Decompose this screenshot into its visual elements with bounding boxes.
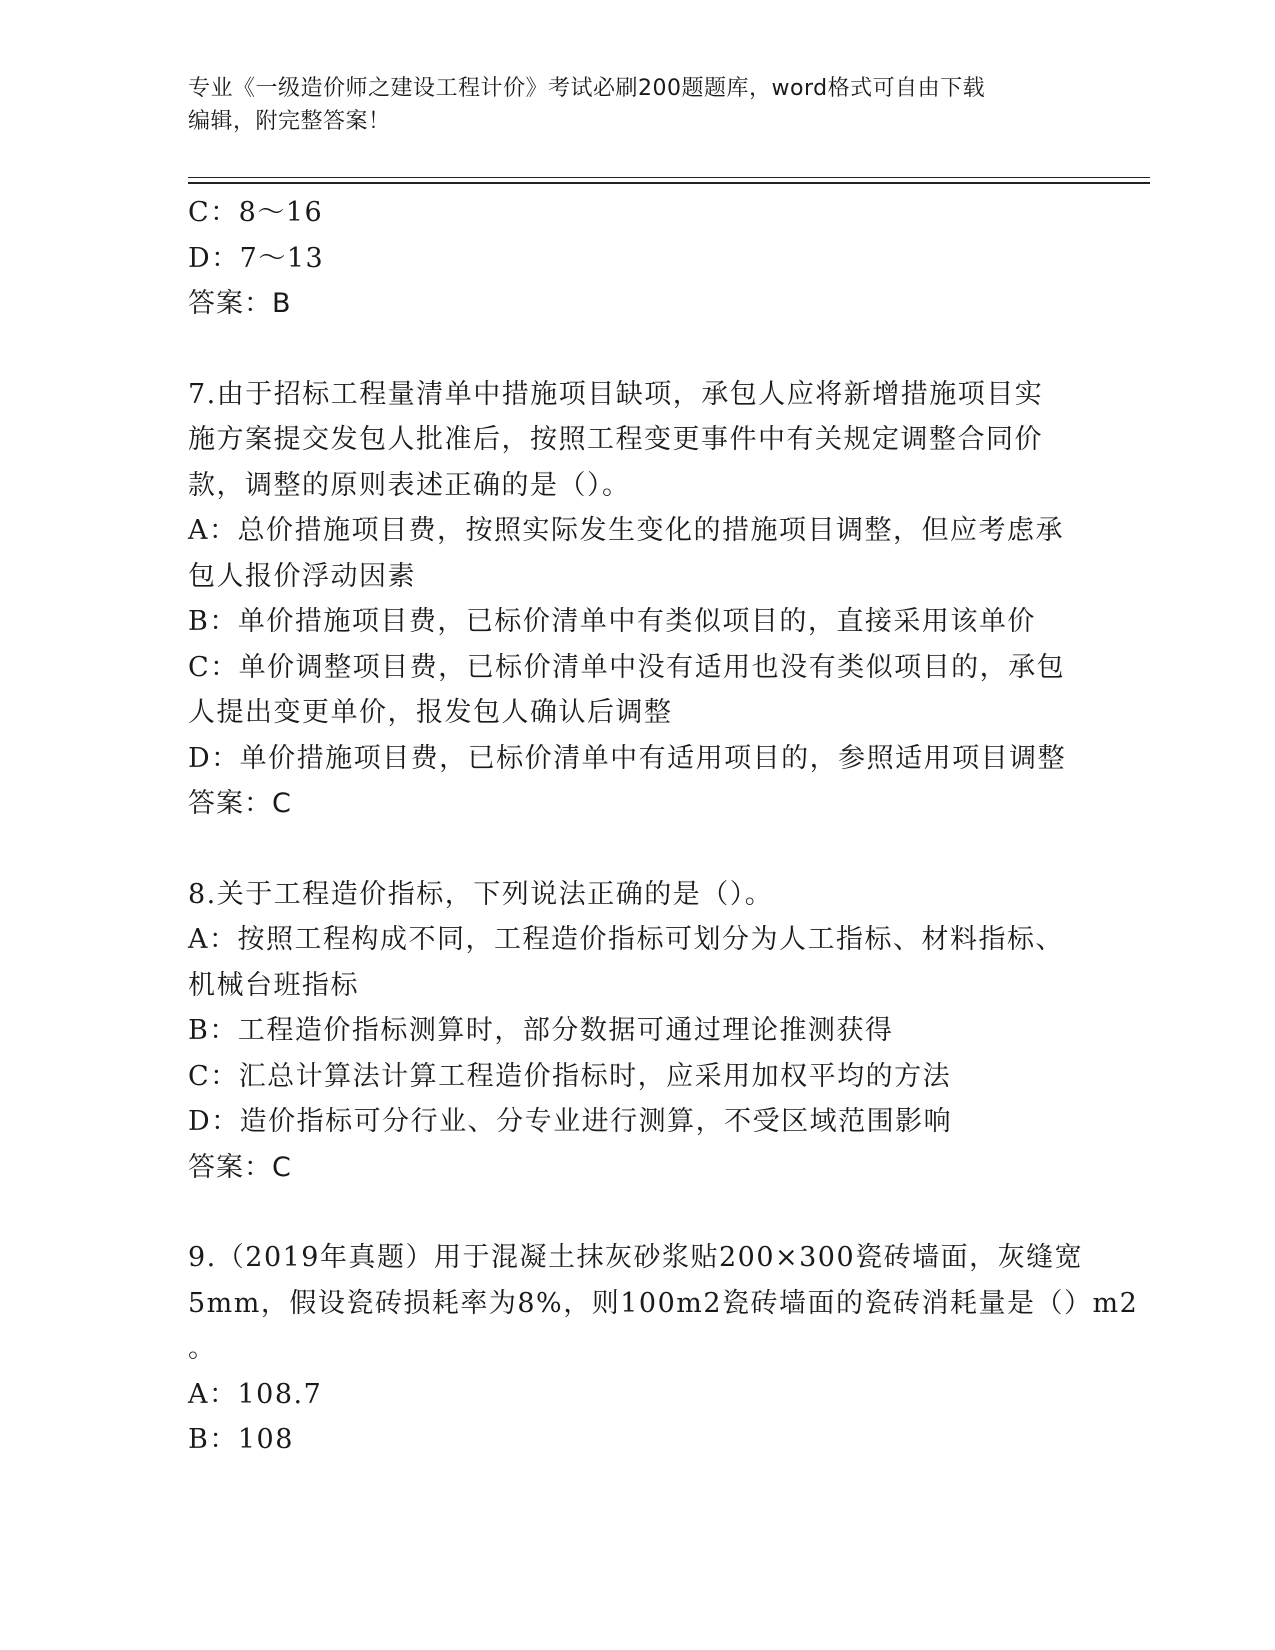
document-body <box>188 190 1139 1463</box>
option-c-continued: 人提出变更单价，报发包人确认后调整 <box>188 697 673 728</box>
question-stem-line: 款，调整的原则表述正确的是（）。 <box>188 469 631 501</box>
option-a-continued: 机械台班指标 <box>188 969 359 1001</box>
header-divider-thick <box>188 182 1150 184</box>
option-a: A：108.7 <box>188 1378 323 1410</box>
spacer <box>188 827 1088 872</box>
answer-label: 答案：C <box>188 788 292 819</box>
option-d: D：造价指标可分行业、分专业进行测算，不受区域范围影响 <box>188 1106 953 1137</box>
question-6-continued <box>188 190 1088 327</box>
option-c: C：单价调整项目费，已标价清单中没有适用也没有类似项目的，承包 <box>188 651 1066 683</box>
question-stem-line: 8.关于工程造价指标，下列说法正确的是（）。 <box>188 878 774 910</box>
answer-label: 答案：B <box>188 288 292 319</box>
option-a-continued: 包人报价浮动因素 <box>188 560 416 592</box>
question-stem-line: 。 <box>188 1333 217 1364</box>
question-7 <box>188 372 1088 827</box>
question-9 <box>188 1235 1139 1463</box>
header-title-line-1: 专业《一级造价师之建设工程计价》考试必刷200题题库，word格式可自由下载 <box>188 76 986 101</box>
option-a: A：总价措施项目费，按照实际发生变化的措施项目调整，但应考虑承 <box>188 515 1064 546</box>
option-b: B：单价措施项目费，已标价清单中有类似项目的，直接采用该单价 <box>188 606 1036 637</box>
question-stem-line: 9.（2019年真题）用于混凝土抹灰砂浆贴200×300瓷砖墙面，灰缝宽 <box>188 1242 1084 1273</box>
option-c: C：汇总计算法计算工程造价指标时，应采用加权平均的方法 <box>188 1060 952 1092</box>
header-title-line-2: 编辑，附完整答案！ <box>188 109 391 134</box>
header-divider-thin <box>188 177 1150 178</box>
question-stem-line: 5mm，假设瓷砖损耗率为8%，则100m2瓷砖墙面的瓷砖消耗量是（）m2 <box>188 1287 1139 1319</box>
question-stem-line: 施方案提交发包人批准后，按照工程变更事件中有关规定调整合同价 <box>188 424 1043 455</box>
option-d: D：7～13 <box>188 242 325 274</box>
option-d: D：单价措施项目费，已标价清单中有适用项目的，参照适用项目调整 <box>188 742 1067 774</box>
option-a: A：按照工程构成不同，工程造价指标可划分为人工指标、材料指标、 <box>188 924 1064 955</box>
question-stem-line: 7.由于招标工程量清单中措施项目缺项，承包人应将新增措施项目实 <box>188 378 1044 410</box>
question-8 <box>188 872 1088 1191</box>
answer-label: 答案：C <box>188 1151 292 1183</box>
page-header <box>188 72 1068 138</box>
option-c: C：8～16 <box>188 197 324 228</box>
spacer <box>188 1190 1088 1235</box>
option-b: B：108 <box>188 1424 294 1455</box>
spacer <box>188 327 1088 372</box>
option-b: B：工程造价指标测算时，部分数据可通过理论推测获得 <box>188 1015 894 1046</box>
